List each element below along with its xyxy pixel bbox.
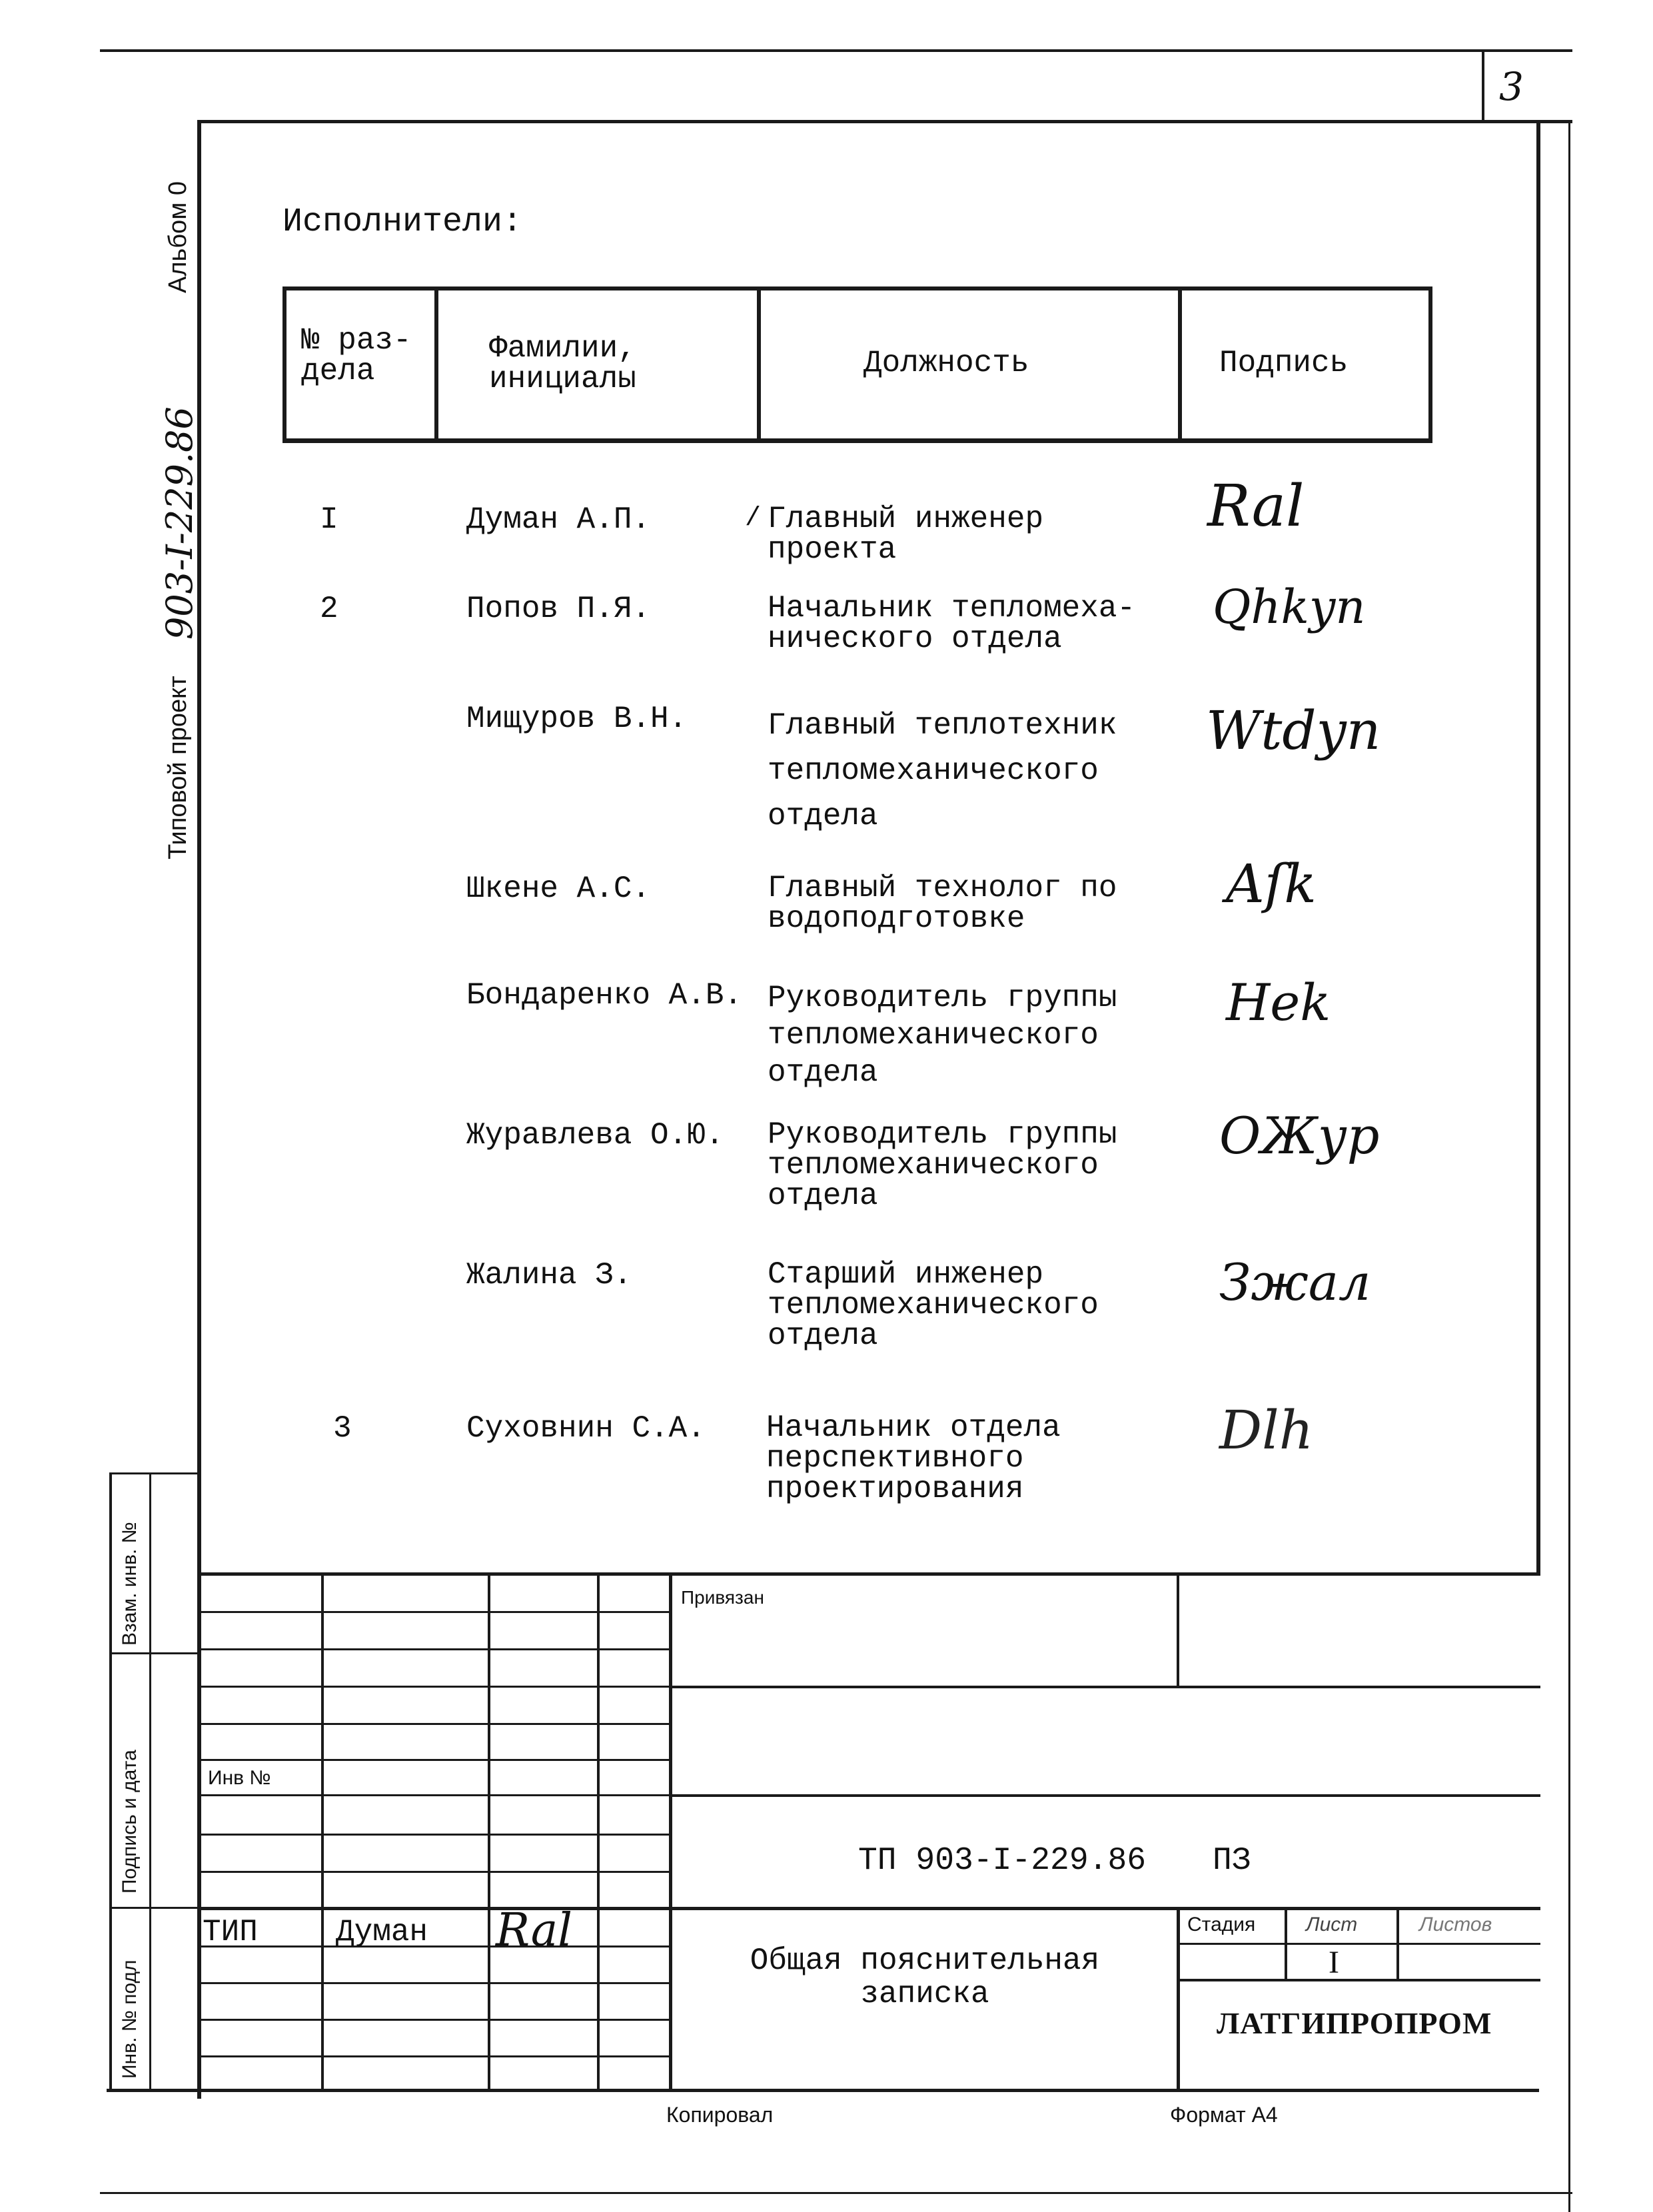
row-section: 2 (320, 592, 338, 626)
row-name: Суховнин С.А. (466, 1411, 706, 1446)
grid-line (197, 1794, 672, 1796)
sheet-value: I (1329, 1945, 1339, 1980)
row-signature: Ral (1207, 473, 1305, 540)
header-col-line-4 (1428, 286, 1432, 443)
outer-right-line (1568, 120, 1570, 2212)
grid-line (197, 1723, 672, 1725)
header-col-line-3 (1178, 286, 1182, 443)
page-number: 3 (1499, 64, 1524, 109)
stamp-top-line (197, 1572, 1540, 1576)
tip-name: Думан (336, 1915, 428, 1949)
row-position: Старший инженер тепломеханического отдела (768, 1257, 1099, 1353)
row-signature: Hek (1226, 973, 1331, 1032)
strip-left-line (109, 1472, 112, 2092)
grid-line (197, 1759, 672, 1761)
stamp-line (197, 1907, 1540, 1910)
format-label: Формат А4 (1170, 2103, 1278, 2127)
grid-line (197, 1982, 672, 1984)
stamp-line (1178, 1979, 1540, 1981)
header-col-line-1 (434, 286, 438, 443)
stamp-line (1178, 1943, 1540, 1945)
header-col-line-2 (757, 286, 761, 443)
page-bottom-line (100, 2192, 1572, 2194)
row-signature: Зжал (1219, 1253, 1371, 1312)
row-name: Журавлева О.Ю. (466, 1118, 724, 1153)
frame-right-line (1536, 120, 1540, 1576)
inv-podl-label: Инв. № подл (119, 1959, 141, 2079)
row-position: Главный технолог по водоподготовке (768, 871, 1117, 936)
row-signature: Qhkyn (1213, 580, 1366, 634)
strip-mid-line (149, 1472, 151, 2092)
sheets-label: Листов (1419, 1914, 1492, 1936)
grid-line (197, 1686, 672, 1688)
grid-col (1177, 1572, 1179, 1688)
album-label: Альбом 0 (164, 181, 192, 293)
doc-code: ТП 903-I-229.86 (858, 1843, 1147, 1879)
row-name: Бондаренко А.В. (466, 978, 743, 1013)
row-name: Мищуров В.Н. (466, 702, 688, 736)
project-number: 903-I-229.86 (159, 406, 201, 640)
row-section: 3 (333, 1411, 352, 1446)
row-name: Думан А.П. (466, 502, 651, 537)
doc-title: Общая пояснительная записка (750, 1943, 1100, 2011)
stage-label: Стадия (1187, 1914, 1256, 1936)
privyazan-label: Привязан (681, 1587, 764, 1608)
row-section: I (320, 502, 338, 537)
grid-line (197, 1871, 672, 1873)
grid-col (1396, 1907, 1399, 1980)
page-number-box-left (1482, 49, 1484, 121)
grid-line (197, 1945, 672, 1947)
grid-line (197, 1611, 672, 1613)
row-signature: Wtdyn (1206, 700, 1381, 762)
row-signature: Aſk (1226, 853, 1317, 915)
header-signature: Подпись (1219, 346, 1349, 380)
header-top-line (284, 286, 1432, 290)
frame-top-line (200, 120, 1572, 123)
header-section: № раз- дела (301, 323, 412, 388)
strip-line (109, 1907, 200, 1909)
stamp-line (672, 1686, 1540, 1688)
tip-signature: Ral (496, 1904, 573, 1957)
vzam-label: Взам. инв. № (119, 1522, 141, 1646)
row-name: Шкене А.С. (466, 871, 651, 906)
doc-suffix: ПЗ (1213, 1843, 1251, 1879)
grid-col (321, 1572, 324, 2092)
header-col-line-0 (282, 286, 286, 443)
inv-no-label: Инв № (208, 1767, 271, 1789)
header-bottom-line (282, 438, 1432, 443)
grid-line (197, 1834, 672, 1836)
project-label: Типовой проект (164, 676, 192, 859)
row-position: Руководитель группы тепломеханического отдела (768, 981, 1117, 1090)
row-position: Главный теплотехник тепломеханического отдела (768, 708, 1117, 833)
heading: Исполнители: (282, 203, 523, 241)
grid-line (197, 1648, 672, 1650)
podpis-label: Подпись и дата (119, 1750, 141, 1894)
top-border-line (100, 49, 1572, 52)
grid-col (597, 1572, 600, 2092)
grid-line (197, 2019, 672, 2021)
row-signature: Dlh (1219, 1399, 1314, 1461)
header-position: Должность (863, 346, 1029, 380)
row-signature: OЖур (1219, 1106, 1380, 1165)
tip-label: ТИП (203, 1915, 258, 1949)
organization: ЛАТГИПРОПРОМ (1217, 2006, 1492, 2040)
row-name: Попов П.Я. (466, 592, 651, 626)
grid-col (1285, 1907, 1287, 1980)
sheet-label: Лист (1306, 1914, 1358, 1936)
stamp-line (672, 1794, 1540, 1797)
grid-col (488, 1572, 490, 2092)
row-position: Руководитель группы тепломеханического отдела (768, 1117, 1117, 1213)
strip-line (109, 1472, 200, 1474)
row-position: Главный инженер проекта (768, 502, 1044, 567)
row-position: Начальник отдела перспективного проектирования (766, 1410, 1061, 1506)
grid-line (197, 2055, 672, 2057)
copied-label: Копировал (666, 2103, 774, 2127)
strip-line (109, 1652, 200, 1654)
grid-col (669, 1572, 672, 2092)
tick-mark: / (745, 504, 762, 534)
header-name: Фамилии, инициалы (489, 331, 636, 396)
row-name: Жалина З. (466, 1258, 632, 1293)
row-position: Начальник тепломеха- нического отдела (768, 591, 1136, 656)
